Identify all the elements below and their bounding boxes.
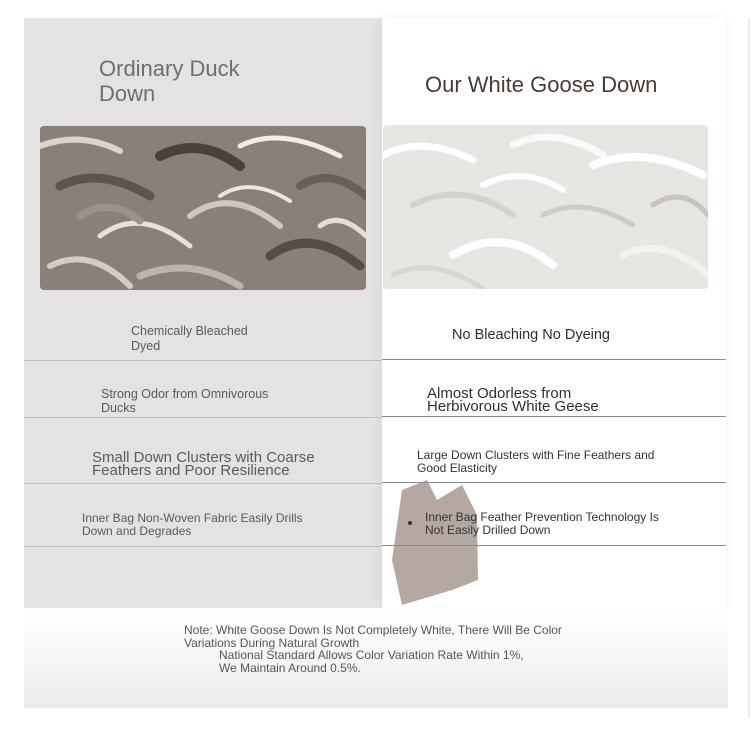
right-row-3-line1: Large Down Clusters with Fine Feathers and bbox=[417, 448, 655, 462]
goose-down-title: Our White Goose Down bbox=[425, 72, 658, 97]
right-row-4-line1: Inner Bag Feather Prevention Technology Is bbox=[425, 510, 659, 524]
left-divider-3 bbox=[24, 483, 382, 484]
left-row-2-line1: Strong Odor from Omnivorous bbox=[101, 387, 269, 401]
right-row-2-line2: Herbivorous White Geese bbox=[427, 398, 599, 415]
left-row-4 bbox=[82, 512, 303, 538]
right-row-1 bbox=[452, 329, 610, 342]
right-divider-3 bbox=[382, 482, 726, 483]
left-row-3-line2: Feathers and Poor Resilience bbox=[92, 462, 290, 479]
note-line-3: National Standard Allows Color Variation Rate Within 1%, bbox=[219, 648, 524, 662]
note-line-1: Note: White Goose Down Is Not Completely White, There Will Be Color bbox=[184, 623, 562, 637]
left-row-3 bbox=[92, 451, 315, 477]
right-row-2 bbox=[427, 387, 599, 413]
left-row-4-line1: Inner Bag Non-Woven Fabric Easily Drills bbox=[82, 511, 303, 525]
right-divider-4 bbox=[382, 545, 726, 546]
ordinary-down-title: Ordinary Duck Down bbox=[99, 56, 240, 106]
left-divider-4 bbox=[24, 546, 382, 547]
right-row-2-line1: Almost Odorless from bbox=[427, 385, 572, 402]
duck-down-photo bbox=[40, 126, 366, 290]
right-row-3-line2: Good Elasticity bbox=[417, 461, 498, 475]
hand-silhouette-icon bbox=[382, 470, 482, 610]
left-row-1-line2: Dyed bbox=[131, 339, 161, 353]
right-row-1-line1: No Bleaching No Dyeing bbox=[452, 327, 610, 343]
left-row-3-line1: Small Down Clusters with Coarse bbox=[92, 449, 315, 466]
left-row-2-line2: Ducks bbox=[101, 401, 136, 415]
goose-down-photo bbox=[383, 125, 708, 289]
right-row-4-line2: Not Easily Drilled Down bbox=[425, 523, 551, 537]
left-row-1 bbox=[131, 325, 248, 353]
right-divider-2 bbox=[382, 416, 726, 417]
left-divider-2 bbox=[24, 417, 382, 418]
note-line-4: We Maintain Around 0.5%. bbox=[219, 661, 361, 675]
note-line-2: Variations During Natural Growth bbox=[184, 636, 360, 650]
right-row-3 bbox=[417, 449, 654, 475]
bullet-icon bbox=[408, 521, 412, 525]
right-row-4 bbox=[425, 511, 659, 537]
left-row-4-line2: Down and Degrades bbox=[82, 524, 192, 538]
right-divider-1 bbox=[382, 359, 726, 360]
left-divider-1 bbox=[24, 360, 382, 361]
left-row-2 bbox=[101, 388, 268, 415]
left-row-1-line1: Chemically Bleached bbox=[131, 324, 248, 338]
